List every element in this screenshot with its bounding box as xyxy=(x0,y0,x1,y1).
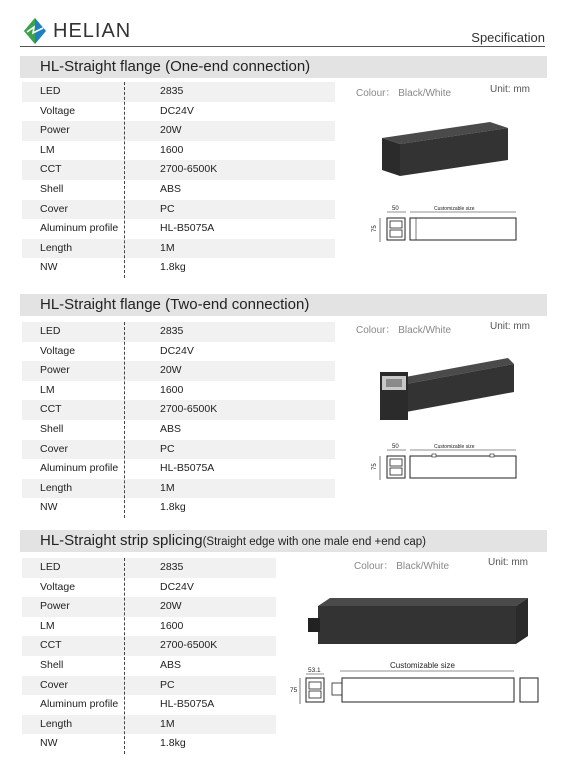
section-title: HL-Straight strip splicing(Straight edge with one male end +end cap) xyxy=(20,530,547,552)
product-render xyxy=(378,352,518,422)
page-label: Specification xyxy=(471,30,545,45)
product-render xyxy=(378,118,513,178)
dim-length-label: Customizable size xyxy=(434,444,475,450)
spec-row: Cover PC xyxy=(22,676,276,696)
spec-row: LED 2835 xyxy=(22,558,276,578)
unit-label: Unit: mm xyxy=(490,321,530,332)
spec-row: NW 1.8kg xyxy=(40,261,186,274)
colour-label: Colour： Black/White xyxy=(356,88,452,99)
spec-row: Shell ABS xyxy=(40,182,182,195)
spec-row: NW 1.8kg xyxy=(40,737,186,750)
spec-row: LM 1600 xyxy=(40,143,184,156)
spec-row: Power 20W xyxy=(22,361,335,381)
dim-length-label: Customizable size xyxy=(390,661,455,670)
unit-label: Unit: mm xyxy=(490,84,530,95)
spec-row: Aluminum profile HL-B5075A xyxy=(40,222,215,235)
table-divider xyxy=(124,558,125,754)
dim-width-label: 50 xyxy=(392,206,399,212)
spec-row: Cover PC xyxy=(22,200,335,220)
colour-label: Colour： Black/White xyxy=(356,325,452,336)
spec-row: Shell ABS xyxy=(40,422,182,435)
spec-row: CCT 2700-6500K xyxy=(22,636,276,656)
table-divider xyxy=(124,82,125,278)
dim-width-label: 53.1 xyxy=(308,667,321,674)
table-divider xyxy=(124,322,125,518)
helian-logo-icon xyxy=(24,18,46,44)
spec-row: CCT 2700-6500K xyxy=(22,400,335,420)
spec-table xyxy=(22,322,335,518)
brand-name: HELIAN xyxy=(53,20,132,42)
section-one-end xyxy=(20,56,547,278)
spec-row: LM 1600 xyxy=(40,383,184,396)
spec-row: Length 1M xyxy=(22,715,276,735)
spec-row: Aluminum profile HL-B5075A xyxy=(40,698,215,711)
spec-row: Shell ABS xyxy=(40,658,182,671)
spec-row: Voltage DC24V xyxy=(40,344,194,357)
spec-table xyxy=(22,558,276,754)
spec-row: Cover PC xyxy=(22,440,335,460)
dimension-drawing xyxy=(290,658,544,706)
spec-row: Aluminum profile HL-B5075A xyxy=(40,462,215,475)
dim-length-label: Customizable size xyxy=(434,206,475,212)
dimension-drawing xyxy=(370,440,520,482)
header-divider xyxy=(20,46,545,47)
unit-label: Unit: mm xyxy=(488,557,528,568)
spec-row: LED 2835 xyxy=(22,322,335,342)
section-title: HL-Straight flange (Two-end connection) xyxy=(20,294,547,316)
spec-row: Length 1M xyxy=(22,239,335,259)
section-strip-splicing xyxy=(20,530,547,756)
dim-width-label: 50 xyxy=(392,444,399,450)
spec-row: LM 1600 xyxy=(40,619,184,632)
spec-row: Power 20W xyxy=(22,121,335,141)
spec-row: LED 2835 xyxy=(22,82,335,102)
spec-row: Voltage DC24V xyxy=(40,580,194,593)
spec-row: Voltage DC24V xyxy=(40,104,194,117)
page-header xyxy=(0,0,565,48)
spec-table xyxy=(22,82,335,278)
section-two-end xyxy=(20,294,547,516)
spec-row: Length 1M xyxy=(22,479,335,499)
dim-height-label: 75 xyxy=(372,463,378,470)
dim-height-label: 75 xyxy=(372,225,378,232)
spec-row: NW 1.8kg xyxy=(40,501,186,514)
spec-row: Power 20W xyxy=(22,597,276,617)
colour-label: Colour： Black/White xyxy=(354,561,450,572)
product-render xyxy=(304,594,536,648)
section-title: HL-Straight flange (One-end connection) xyxy=(20,56,547,78)
spec-row: CCT 2700-6500K xyxy=(22,160,335,180)
dim-height-label: 75 xyxy=(290,687,298,694)
dimension-drawing xyxy=(370,202,520,244)
